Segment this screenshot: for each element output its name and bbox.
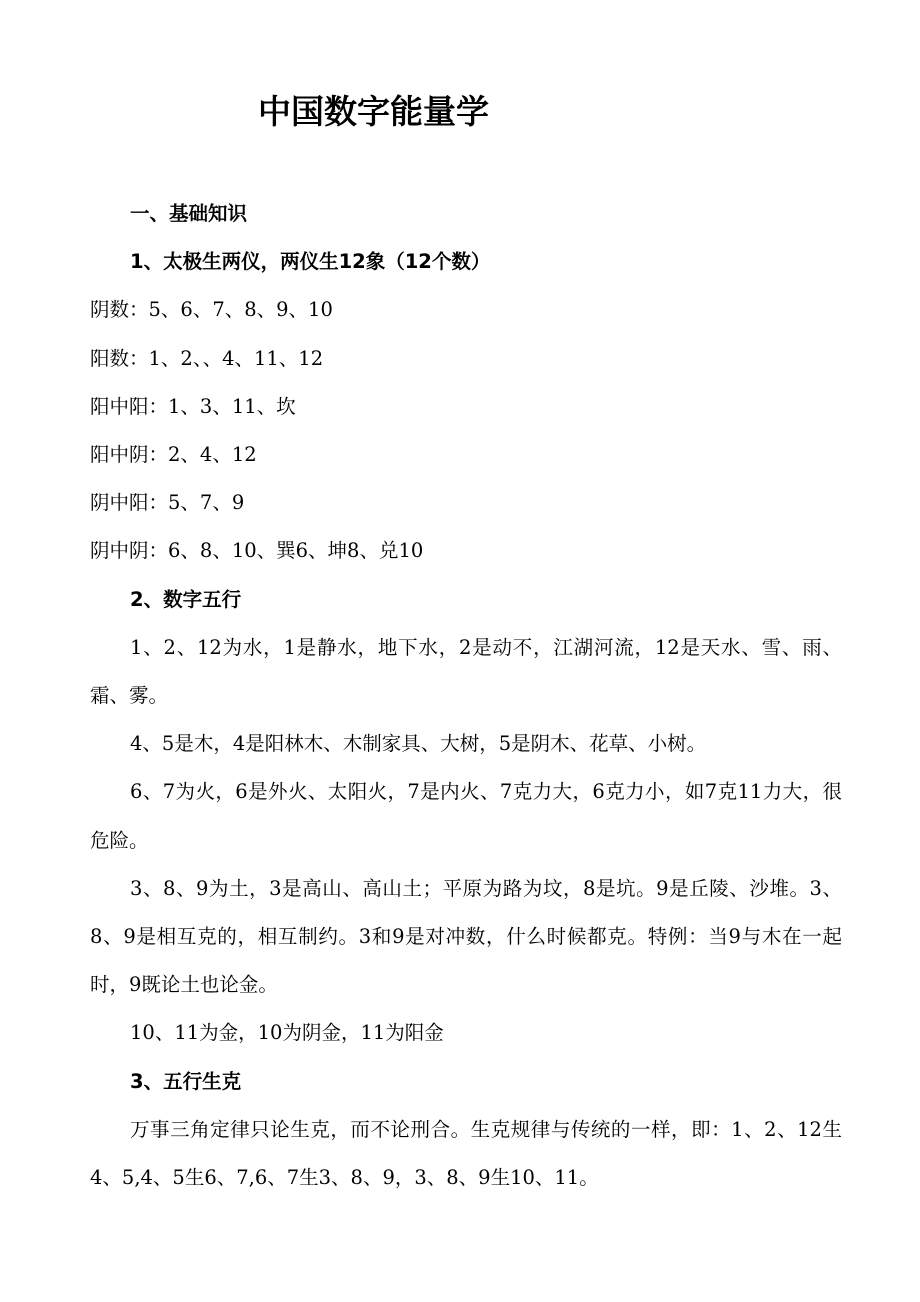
yin-numbers-line: 阴数：5、6、7、8、9、10: [90, 298, 333, 322]
water-paragraph: 1、2、12为水，1是静水，地下水，2是动不，江湖河流，12是天水、雪、雨、霜、雾。: [90, 635, 842, 708]
yang-in-yang-line: 阳中阳：1、3、11、坎: [90, 394, 296, 418]
document-body: [90, 190, 842, 1202]
metal-paragraph: 10、11为金，10为阴金，11为阳金: [130, 1021, 444, 1045]
yin-in-yin-line: 阴中阴：6、8、10、巽6、坤8、兑10: [90, 539, 424, 563]
wood-paragraph: 4、5是木，4是阳林木、木制家具、大树，5是阴木、花草、小树。: [130, 732, 707, 756]
document-title: 中国数字能量学: [258, 92, 489, 131]
subheading-taiji: 1、太极生两仪，两仪生12象（12个数）: [130, 250, 491, 274]
yang-numbers-line: 阳数：1、2、、4、11、12: [90, 346, 324, 370]
generation-paragraph: 万事三角定律只论生克，而不论刑合。生克规律与传统的一样，即：1、2、12生4、5,4、5生6、7,6、7生3、8、9，3、8、9生10、11。: [90, 1117, 842, 1190]
fire-paragraph: 6、7为火，6是外火、太阳火，7是内火、7克力大，6克力小，如7克11力大，很危险。: [90, 780, 842, 852]
yin-in-yang-line: 阳中阴：2、4、12: [90, 443, 257, 467]
yang-in-yin-line: 阴中阳：5、7、9: [90, 491, 245, 515]
section-heading-basics: 一、基础知识: [130, 202, 248, 225]
earth-paragraph: 3、8、9为土，3是高山、高山土；平原为路为坟，8是坑。9是丘陵、沙堆。3、8、9是相互克的，相互制约。3和9是对冲数，什么时候都克。特例：当9与木在一起时，9既论土也论金。: [90, 876, 842, 997]
subheading-five-elements: 2、数字五行: [130, 587, 242, 611]
subheading-generation-control: 3、五行生克: [130, 1069, 242, 1093]
